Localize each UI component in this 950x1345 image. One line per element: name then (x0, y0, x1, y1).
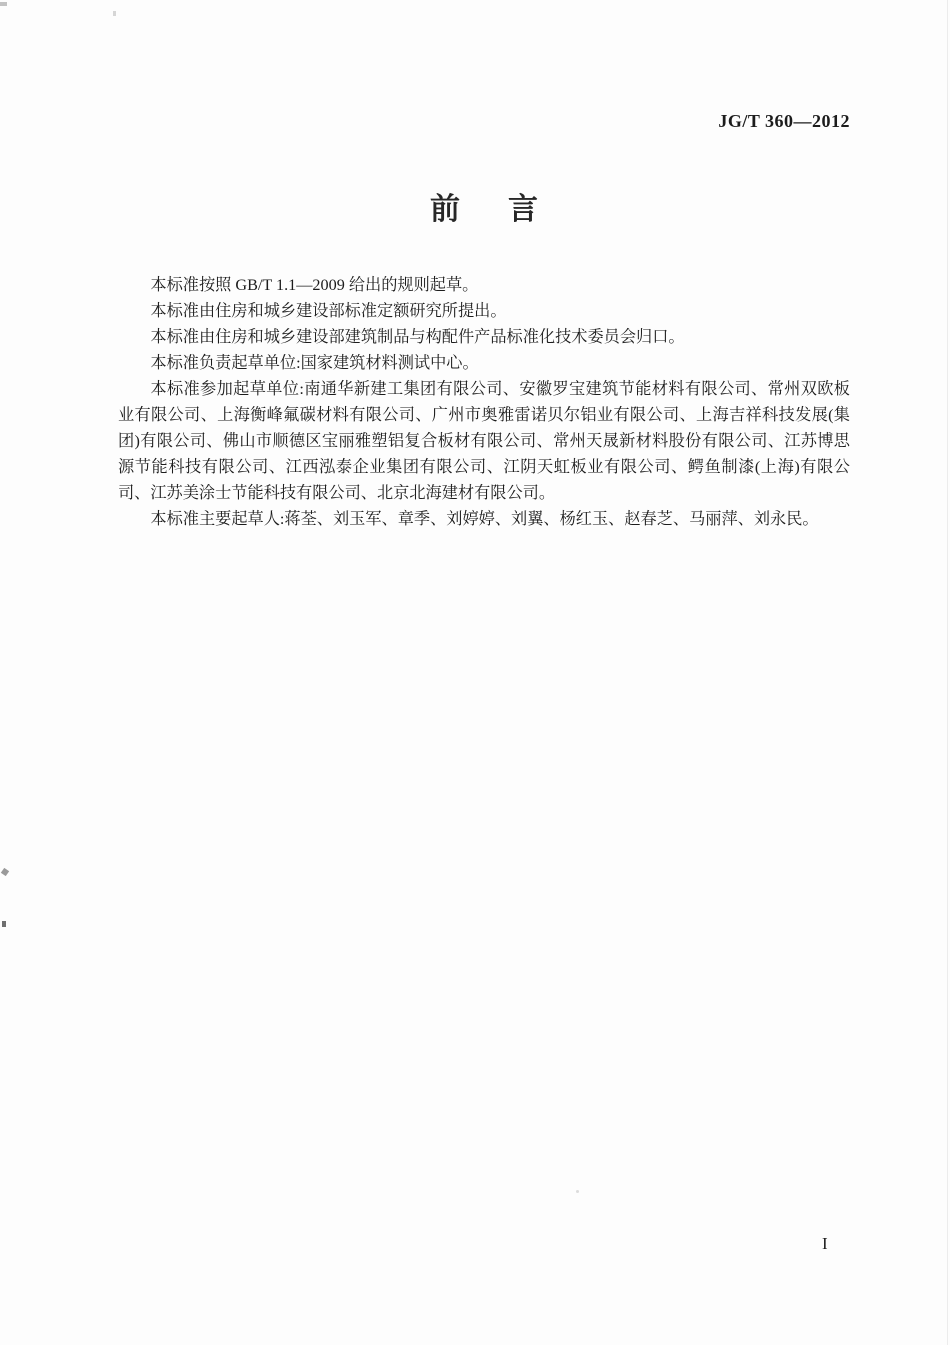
paragraph-chief-drafting-org: 本标准负责起草单位:国家建筑材料测试中心。 (150, 354, 479, 372)
title-char: 前 (430, 193, 460, 226)
scan-artifact (0, 2, 7, 6)
page-title (430, 192, 538, 228)
scan-artifact (1, 868, 9, 876)
scan-edge-shadow (947, 0, 948, 1345)
paragraph-proposed-by: 本标准由住房和城乡建设部标准定额研究所提出。 (150, 302, 507, 320)
paragraph-chief-drafters: 本标准主要起草人:蒋荃、刘玉军、章季、刘婷婷、刘翼、杨红玉、赵春芝、马丽萍、刘永民。 (150, 510, 819, 528)
page-number: I (822, 1234, 828, 1253)
scan-artifact (2, 921, 6, 927)
foreword-body (118, 272, 850, 532)
scan-artifact (576, 1190, 579, 1193)
paragraph-participating-orgs: 本标准参加起草单位:南通华新建工集团有限公司、安徽罗宝建筑节能材料有限公司、常州双欧板业有限公司、上海衡峰氟碳材料有限公司、广州市奥雅雷诺贝尔铝业有限公司、上海吉祥科技发展(集团)有限公司、佛山市顺德区宝丽雅塑铝复合板材有限公司、常州天晟新材料股份有限公司、江苏博思源节能科技有限公司、江西泓泰企业集团有限公司、江阴天虹板业有限公司、鳄鱼制漆(上海)有限公司、江苏美涂士节能科技有限公司、北京北海建材有限公司。 (118, 380, 850, 502)
paragraph-drafting-rule: 本标准按照 GB/T 1.1—2009 给出的规则起草。 (150, 276, 479, 294)
standard-code: JG/T 360—2012 (718, 111, 850, 131)
paragraph-centralized-by: 本标准由住房和城乡建设部建筑制品与构配件产品标准化技术委员会归口。 (150, 328, 685, 346)
scan-artifact (113, 11, 116, 16)
title-char: 言 (508, 193, 538, 226)
